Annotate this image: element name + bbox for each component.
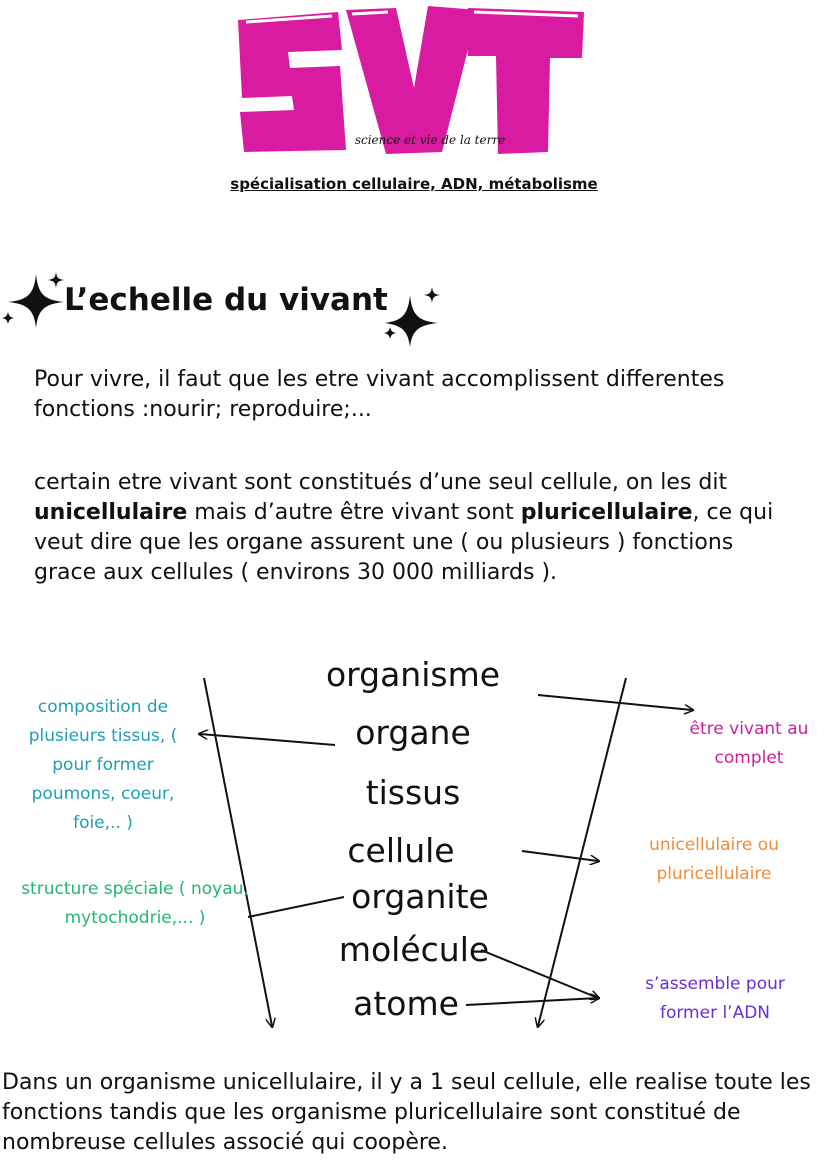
left-scale-arrow bbox=[204, 678, 272, 1026]
note-adn: s’assemble pour former l’ADN bbox=[645, 974, 785, 1023]
detail-text: , ce qui veut dire que les organe assurent une ( ou plusieurs ) fonctions grace aux cellules ( environs 30 000 milliards ). bbox=[34, 500, 774, 585]
note-cellule: unicellulaire ou pluricellulaire bbox=[649, 835, 779, 884]
level-organe: organe bbox=[355, 713, 471, 752]
section-title: L’echelle du vivant bbox=[64, 282, 388, 318]
right-scale-arrow bbox=[538, 678, 626, 1026]
note-organisme: être vivant au complet bbox=[689, 719, 809, 768]
level-cellule: cellule bbox=[347, 831, 455, 870]
logo-tagline: science et vie de la terre bbox=[354, 133, 506, 147]
detail-paragraph bbox=[34, 468, 794, 588]
note-organite: structure spéciale ( noyau, mytochodrie,... ) bbox=[21, 879, 249, 928]
level-tissus: tissus bbox=[365, 773, 461, 812]
page-subtitle: spécialisation cellulaire, ADN, métabolisme bbox=[230, 175, 598, 193]
note-organe: composition de plusieurs tissus, ( pour former poumons, coeur, foie,.. ) bbox=[28, 697, 178, 833]
detail-text: mais d’autre être vivant sont bbox=[187, 500, 521, 525]
logo-letters: SVT bbox=[407, 40, 409, 41]
level-molecule: molécule bbox=[338, 930, 490, 969]
intro-paragraph: Pour vivre, il faut que les etre vivant accomplissent differentes fonctions :nourir; reproduire;... bbox=[34, 367, 725, 422]
sparkle-icon bbox=[0, 270, 70, 330]
cellule-arrow bbox=[522, 851, 598, 861]
level-organite: organite bbox=[351, 877, 489, 916]
level-organisme: organisme bbox=[325, 655, 501, 694]
organisme-arrow bbox=[538, 695, 692, 710]
conclusion-paragraph: Dans un organisme unicellulaire, il y a 1 seul cellule, elle realise toute les fonctions tandis que les organisme pluricellulaire sont constitué de nombreuse cellules associé qui coopère. bbox=[2, 1070, 811, 1155]
term-unicellulaire: unicellulaire bbox=[34, 500, 188, 525]
sparkle-icon bbox=[382, 285, 452, 347]
level-atome: atome bbox=[353, 984, 459, 1023]
detail-text: certain etre vivant sont constitués d’une seul cellule, on les dit bbox=[34, 470, 728, 495]
term-pluricellulaire: pluricellulaire bbox=[520, 500, 693, 525]
